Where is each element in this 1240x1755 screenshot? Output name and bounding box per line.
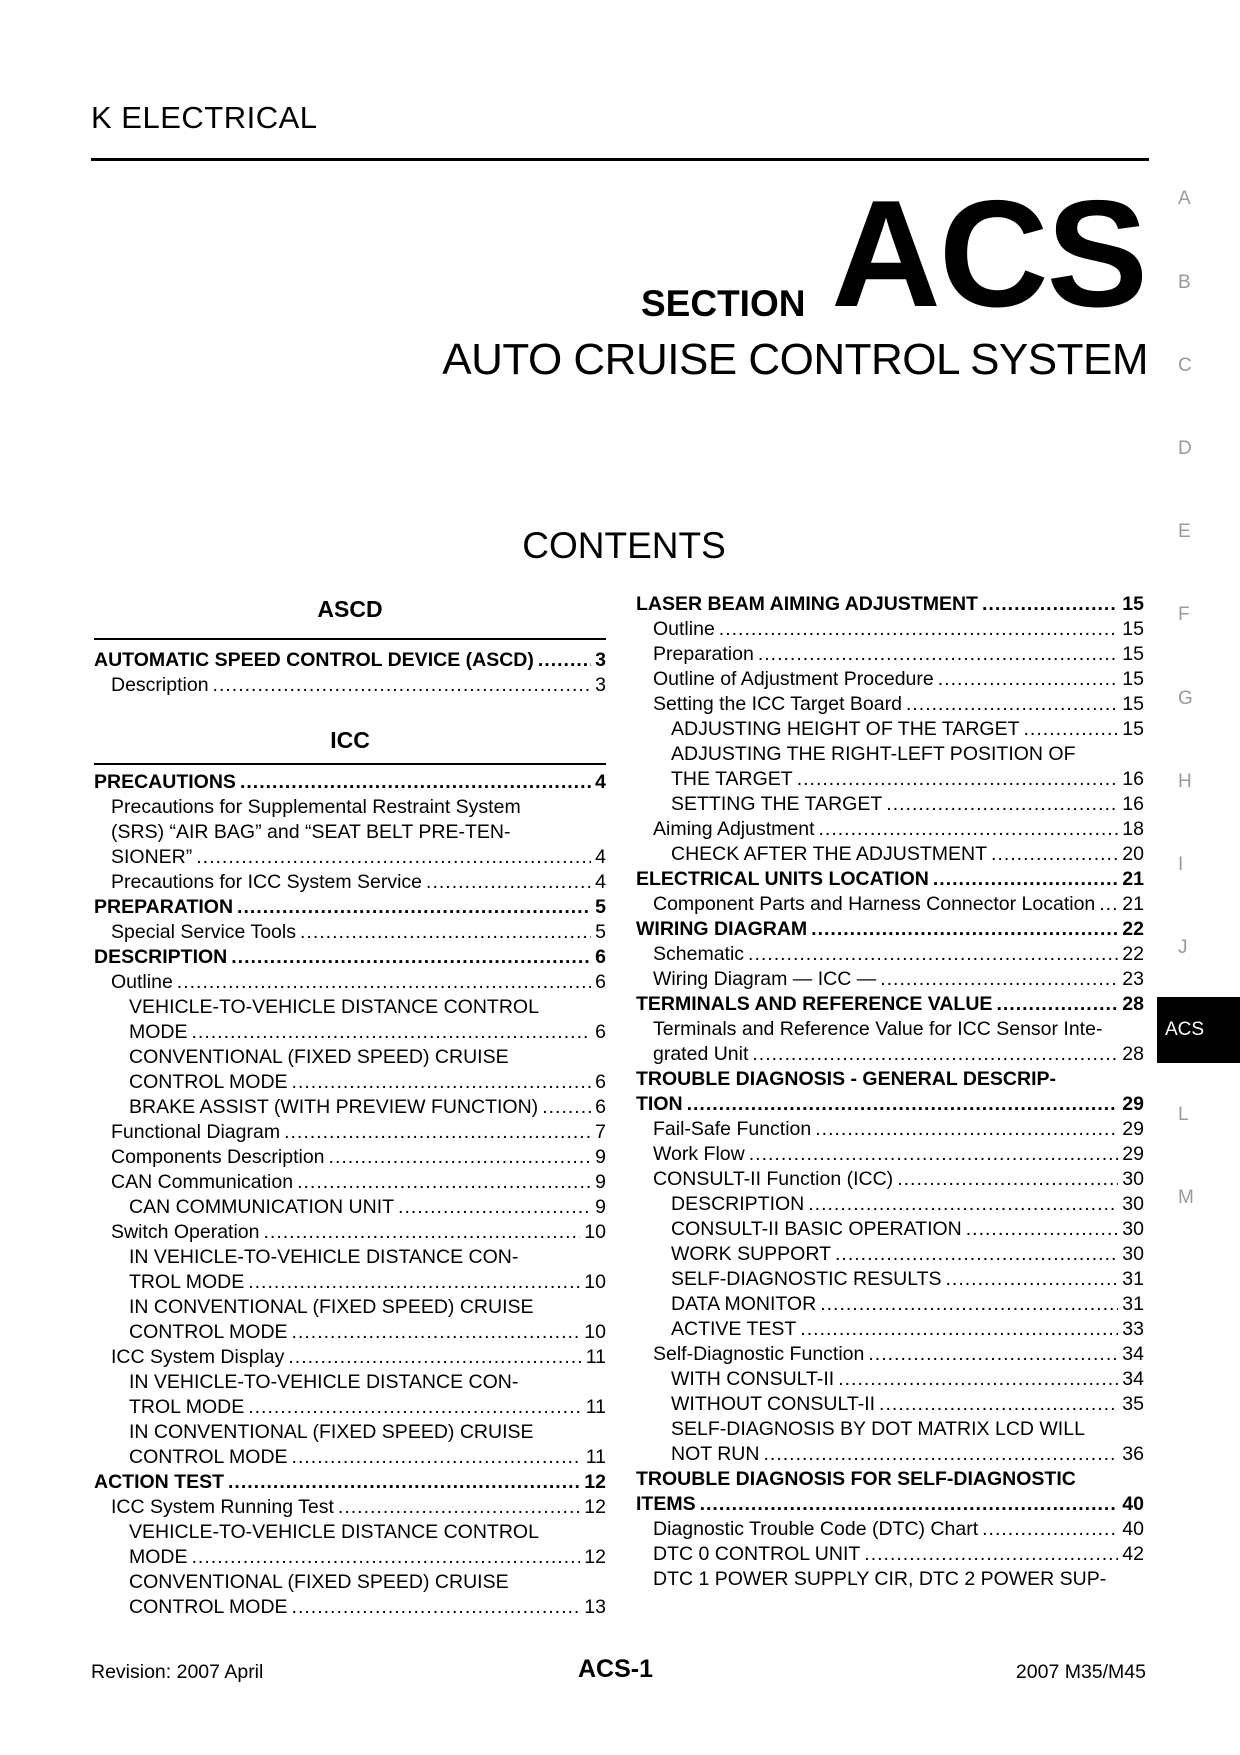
toc-entry[interactable] [671, 1392, 1144, 1417]
toc-entry[interactable] [653, 1042, 1144, 1067]
toc-entry-title: IN CONVENTIONAL (FIXED SPEED) CRUISE [129, 1421, 534, 1443]
toc-entry-title: PREPARATION [94, 896, 234, 918]
toc-entry[interactable] [129, 1370, 606, 1395]
toc-leader-dots [897, 1167, 1118, 1192]
toc-leader-dots [288, 1345, 581, 1370]
toc-entry[interactable] [129, 1570, 606, 1595]
toc-leader-dots [758, 642, 1118, 667]
contents-heading: CONTENTS [522, 525, 726, 566]
toc-entry-page: 22 [1122, 918, 1144, 940]
toc-entry-page: 28 [1122, 993, 1144, 1015]
toc-leader-dots [933, 867, 1118, 892]
toc-entry-page: 20 [1122, 843, 1144, 865]
toc-leader-dots [835, 1242, 1118, 1267]
toc-entry-page: 21 [1122, 893, 1144, 915]
toc-entry-page: 42 [1122, 1543, 1144, 1565]
toc-entry-page: 15 [1122, 643, 1144, 665]
toc-entry-page: 30 [1122, 1168, 1144, 1190]
toc-leader-dots [864, 1542, 1118, 1567]
toc-leader-dots [880, 967, 1118, 992]
toc-entry[interactable] [129, 1545, 606, 1570]
toc-entry-page: 31 [1122, 1293, 1144, 1315]
toc-entry-title: Component Parts and Harness Connector Location [653, 893, 1096, 915]
toc-entry-title: WITHOUT CONSULT-II [671, 1393, 876, 1415]
group-heading-icc: ICC [330, 727, 370, 753]
toc-entry-page: 40 [1122, 1518, 1144, 1540]
side-tab-d[interactable]: D [1178, 438, 1192, 459]
toc-entry-page: 10 [584, 1321, 606, 1343]
toc-entry[interactable] [653, 667, 1144, 692]
toc-entry[interactable] [129, 1420, 606, 1445]
toc-leader-dots [752, 1042, 1118, 1067]
toc-leader-dots [213, 673, 592, 698]
toc-entry[interactable] [129, 1070, 606, 1095]
toc-entry[interactable] [671, 1317, 1144, 1342]
toc-entry-title: DTC 0 CONTROL UNIT [653, 1543, 861, 1565]
toc-entry-title: Precautions for ICC System Service [111, 871, 423, 893]
toc-leader-dots [819, 817, 1119, 842]
toc-entry-title: NOT RUN [671, 1443, 760, 1465]
toc-entry[interactable] [653, 1342, 1144, 1367]
toc-entry[interactable] [111, 673, 606, 698]
toc-entry-title: VEHICLE-TO-VEHICLE DISTANCE CONTROL [129, 1521, 539, 1543]
toc-entry-title: SELF-DIAGNOSIS BY DOT MATRIX LCD WILL [671, 1418, 1085, 1440]
toc-entry-page: 34 [1122, 1368, 1144, 1390]
toc-entry[interactable] [653, 1017, 1144, 1042]
toc-entry-title: ACTION TEST [94, 1471, 224, 1493]
toc-entry-title: Wiring Diagram — ICC — [653, 968, 877, 990]
toc-leader-dots [748, 942, 1118, 967]
toc-entry-page: 11 [585, 1446, 606, 1468]
toc-entry[interactable] [111, 920, 606, 945]
toc-entry-page: 31 [1122, 1268, 1144, 1290]
toc-entry[interactable] [636, 867, 1144, 892]
toc-entry-title: SELF-DIAGNOSTIC RESULTS [671, 1268, 942, 1290]
side-tab-m[interactable]: M [1178, 1187, 1194, 1208]
toc-entry-title: LASER BEAM AIMING ADJUSTMENT [636, 593, 978, 615]
toc-entry[interactable] [111, 1495, 606, 1520]
toc-entry[interactable] [129, 1320, 606, 1345]
toc-entry[interactable] [94, 1470, 606, 1495]
toc-entry[interactable] [129, 1095, 606, 1120]
section-label: SECTION [641, 283, 806, 324]
toc-leader-dots [196, 845, 591, 870]
toc-entry-page: 6 [595, 1021, 606, 1043]
toc-entry-page: 15 [1122, 593, 1144, 615]
toc-entry-title: Switch Operation [111, 1221, 260, 1243]
toc-entry-page: 16 [1122, 793, 1144, 815]
toc-entry-title: BRAKE ASSIST (WITH PREVIEW FUNCTION) [129, 1096, 539, 1118]
toc-entry[interactable] [129, 1395, 606, 1420]
toc-entry-title: CONTROL MODE [129, 1446, 288, 1468]
toc-leader-dots [906, 692, 1118, 717]
toc-entry-title: Precautions for Supplemental Restraint System [111, 796, 521, 818]
toc-leader-dots [192, 1545, 581, 1570]
toc-entry[interactable] [111, 1145, 606, 1170]
header-divider [91, 158, 1149, 161]
toc-leader-dots [240, 770, 591, 795]
toc-entry[interactable] [111, 845, 606, 870]
toc-entry[interactable] [636, 917, 1144, 942]
toc-entry[interactable] [636, 592, 1144, 617]
toc-leader-dots [946, 1267, 1119, 1292]
group-divider-icc [94, 763, 606, 765]
toc-leader-dots [292, 1320, 581, 1345]
toc-entry-page: 35 [1122, 1393, 1144, 1415]
toc-entry-title: (SRS) “AIR BAG” and “SEAT BELT PRE-TEN- [111, 821, 511, 843]
toc-entry-page: 11 [585, 1396, 606, 1418]
toc-entry[interactable] [111, 970, 606, 995]
toc-leader-dots [996, 992, 1118, 1017]
toc-entry[interactable] [129, 995, 606, 1020]
toc-entry[interactable] [129, 1045, 606, 1070]
toc-entry[interactable] [111, 1220, 606, 1245]
toc-entry-title: Outline of Adjustment Procedure [653, 668, 934, 690]
toc-entry[interactable] [129, 1295, 606, 1320]
toc-leader-dots [426, 870, 591, 895]
toc-leader-dots [292, 1595, 581, 1620]
toc-entry-title: ACTIVE TEST [671, 1318, 797, 1340]
toc-entry[interactable] [671, 1367, 1144, 1392]
toc-leader-dots [820, 1292, 1118, 1317]
toc-entry-page: 30 [1122, 1193, 1144, 1215]
toc-entry[interactable] [653, 817, 1144, 842]
toc-entry-title: DESCRIPTION [671, 1193, 805, 1215]
toc-entry[interactable] [94, 895, 606, 920]
toc-entry[interactable] [94, 770, 606, 795]
toc-entry-page: 15 [1122, 618, 1144, 640]
toc-entry[interactable] [671, 842, 1144, 867]
toc-entry-page: 15 [1122, 668, 1144, 690]
toc-entry[interactable] [671, 792, 1144, 817]
toc-entry-title: CONTROL MODE [129, 1071, 288, 1093]
toc-entry-page: 5 [595, 921, 606, 943]
toc-leader-dots [284, 1120, 591, 1145]
toc-entry[interactable] [671, 767, 1144, 792]
toc-entry-title: TION [636, 1093, 683, 1115]
toc-entry[interactable] [671, 1267, 1144, 1292]
toc-entry[interactable] [671, 742, 1144, 767]
toc-leader-dots [982, 592, 1118, 617]
toc-leader-dots [808, 1192, 1118, 1217]
toc-entry-title: Terminals and Reference Value for ICC Sensor Inte- [653, 1018, 1103, 1040]
toc-entry-title: IN VEHICLE-TO-VEHICLE DISTANCE CON- [129, 1371, 519, 1393]
toc-leader-dots [329, 1145, 592, 1170]
toc-entry[interactable] [129, 1195, 606, 1220]
toc-leader-dots [297, 1170, 591, 1195]
toc-entry-page: 7 [595, 1121, 606, 1143]
toc-entry-title: Description [111, 674, 209, 696]
toc-entry-page: 30 [1122, 1218, 1144, 1240]
toc-leader-dots [815, 1117, 1118, 1142]
toc-leader-dots [991, 842, 1118, 867]
toc-entry-title: Aiming Adjustment [653, 818, 815, 840]
toc-entry[interactable] [111, 1120, 606, 1145]
toc-entry[interactable] [653, 1167, 1144, 1192]
toc-leader-dots [938, 667, 1119, 692]
toc-leader-dots [264, 1220, 581, 1245]
toc-entry-title: PRECAUTIONS [94, 771, 236, 793]
toc-entry-title: WORK SUPPORT [671, 1243, 831, 1265]
toc-entry-page: 9 [595, 1196, 606, 1218]
toc-entry-page: 34 [1122, 1343, 1144, 1365]
toc-entry[interactable] [653, 892, 1144, 917]
toc-entry-title: ICC System Display [111, 1346, 285, 1368]
side-tab-a[interactable]: A [1178, 188, 1191, 209]
section-code: ACS [831, 169, 1146, 339]
toc-entry-page: 12 [584, 1471, 606, 1493]
toc-entry-page: 33 [1122, 1318, 1144, 1340]
toc-entry[interactable] [653, 967, 1144, 992]
toc-entry[interactable] [671, 1217, 1144, 1242]
toc-leader-dots [811, 917, 1118, 942]
toc-leader-dots [398, 1195, 591, 1220]
toc-leader-dots [749, 1142, 1119, 1167]
toc-entry-title: Outline [111, 971, 173, 993]
toc-entry-title: WITH CONSULT-II [671, 1368, 835, 1390]
toc-entry[interactable] [671, 1292, 1144, 1317]
toc-leader-dots [797, 767, 1119, 792]
toc-entry[interactable] [653, 1117, 1144, 1142]
toc-entry-page: 36 [1122, 1443, 1144, 1465]
toc-entry[interactable] [653, 942, 1144, 967]
toc-entry-page: 18 [1122, 818, 1144, 840]
toc-leader-dots [248, 1270, 580, 1295]
toc-entry[interactable] [636, 992, 1144, 1017]
toc-entry-page: 9 [595, 1146, 606, 1168]
toc-entry-page: 10 [584, 1221, 606, 1243]
toc-entry[interactable] [636, 1092, 1144, 1117]
toc-entry-page: 6 [595, 946, 606, 968]
toc-entry-title: Fail-Safe Function [653, 1118, 812, 1140]
toc-entry[interactable] [653, 1567, 1144, 1592]
toc-leader-dots [719, 617, 1119, 642]
toc-entry-title: Outline [653, 618, 715, 640]
toc-entry-title: CONTROL MODE [129, 1321, 288, 1343]
toc-leader-dots [300, 920, 591, 945]
toc-entry-page: 6 [595, 1096, 606, 1118]
toc-leader-dots [966, 1217, 1119, 1242]
toc-leader-dots [868, 1342, 1118, 1367]
toc-entry-title: DESCRIPTION [94, 946, 228, 968]
toc-entry[interactable] [129, 1245, 606, 1270]
toc-entry[interactable] [653, 1517, 1144, 1542]
toc-leader-dots [538, 648, 591, 673]
toc-leader-dots [177, 970, 591, 995]
toc-entry-title: CONVENTIONAL (FIXED SPEED) CRUISE [129, 1571, 509, 1593]
toc-entry[interactable] [671, 1417, 1144, 1442]
toc-entry-title: CONTROL MODE [129, 1596, 288, 1618]
toc-entry-page: 29 [1122, 1118, 1144, 1140]
side-tab-h[interactable]: H [1178, 771, 1192, 792]
toc-entry-title: Work Flow [653, 1143, 745, 1165]
revision-date: Revision: 2007 April [91, 1661, 264, 1683]
toc-entry-page: 13 [584, 1596, 606, 1618]
toc-entry-page: 4 [595, 771, 606, 793]
toc-entry-title: Special Service Tools [111, 921, 296, 943]
toc-entry[interactable] [129, 1595, 606, 1620]
toc-entry-page: 4 [595, 871, 606, 893]
toc-entry-page: 15 [1122, 693, 1144, 715]
toc-entry[interactable] [129, 1520, 606, 1545]
toc-leader-dots [237, 895, 591, 920]
page-number: ACS-1 [578, 1655, 654, 1683]
toc-entry[interactable] [111, 1345, 606, 1370]
toc-entry-title: ITEMS [636, 1493, 696, 1515]
toc-entry-page: 29 [1122, 1143, 1144, 1165]
toc-entry-title: CAN Communication [111, 1171, 294, 1193]
toc-entry[interactable] [653, 642, 1144, 667]
side-tab-i[interactable]: I [1178, 854, 1184, 875]
toc-leader-dots [192, 1020, 592, 1045]
toc-leader-dots [228, 1470, 580, 1495]
side-tab-c[interactable]: C [1178, 355, 1192, 376]
toc-entry-title: DTC 1 POWER SUPPLY CIR, DTC 2 POWER SUP- [653, 1568, 1107, 1590]
toc-entry-title: Components Description [111, 1146, 325, 1168]
toc-leader-dots [231, 945, 591, 970]
toc-entry-page: 29 [1122, 1093, 1144, 1115]
toc-entry-title: VEHICLE-TO-VEHICLE DISTANCE CONTROL [129, 996, 539, 1018]
toc-entry[interactable] [129, 1020, 606, 1045]
toc-entry-page: 4 [595, 846, 606, 868]
toc-entry[interactable] [111, 870, 606, 895]
toc-leader-dots [763, 1442, 1118, 1467]
toc-entry-title: ADJUSTING HEIGHT OF THE TARGET [671, 718, 1020, 740]
toc-entry[interactable] [671, 717, 1144, 742]
toc-entry-page: 12 [584, 1546, 606, 1568]
toc-entry-page: 6 [595, 971, 606, 993]
toc-entry[interactable] [111, 820, 606, 845]
toc-entry-page: 5 [595, 896, 606, 918]
toc-entry[interactable] [94, 945, 606, 970]
group-heading-ascd: ASCD [317, 596, 383, 622]
toc-entry-title: Setting the ICC Target Board [653, 693, 902, 715]
toc-entry-page: 3 [595, 649, 606, 671]
toc-entry-page: 3 [595, 674, 606, 696]
toc-entry[interactable] [129, 1445, 606, 1470]
toc-entry-title: IN VEHICLE-TO-VEHICLE DISTANCE CON- [129, 1246, 519, 1268]
toc-leader-dots [338, 1495, 580, 1520]
toc-leader-dots [292, 1445, 582, 1470]
toc-entry-page: 11 [585, 1346, 606, 1368]
toc-entry-title: grated Unit [653, 1043, 749, 1065]
toc-entry-page: 40 [1122, 1493, 1144, 1515]
side-tab-e[interactable]: E [1178, 521, 1191, 542]
toc-leader-dots [982, 1517, 1118, 1542]
model-label: 2007 M35/M45 [1015, 1661, 1146, 1683]
toc-leader-dots [248, 1395, 582, 1420]
toc-entry-title: CHECK AFTER THE ADJUSTMENT [671, 843, 988, 865]
toc-leader-dots [292, 1070, 592, 1095]
toc-entry[interactable] [671, 1192, 1144, 1217]
side-tab-b[interactable]: B [1178, 272, 1191, 293]
toc-leader-dots [838, 1367, 1118, 1392]
toc-entry-page: 21 [1122, 868, 1144, 890]
toc-leader-dots [879, 1392, 1118, 1417]
side-tab-f[interactable]: F [1178, 604, 1190, 625]
toc-entry[interactable] [111, 1170, 606, 1195]
toc-entry-page: 15 [1122, 718, 1144, 740]
toc-entry-title: CONSULT-II BASIC OPERATION [671, 1218, 962, 1240]
toc-entry-page: 30 [1122, 1243, 1144, 1265]
toc-entry-title: CAN COMMUNICATION UNIT [129, 1196, 395, 1218]
toc-entry-title: SETTING THE TARGET [671, 793, 883, 815]
toc-entry-page: 16 [1122, 768, 1144, 790]
section-title: AUTO CRUISE CONTROL SYSTEM [442, 335, 1148, 384]
side-tab-g[interactable]: G [1178, 688, 1193, 709]
toc-entry-title: WIRING DIAGRAM [636, 918, 808, 940]
toc-entry-page: 23 [1122, 968, 1144, 990]
toc-entry-title: ADJUSTING THE RIGHT-LEFT POSITION OF [671, 743, 1076, 765]
toc-entry[interactable] [129, 1270, 606, 1295]
toc-entry-page: 12 [584, 1496, 606, 1518]
toc-entry[interactable] [94, 648, 606, 673]
toc-entry-page: 28 [1122, 1043, 1144, 1065]
toc-entry-title: AUTOMATIC SPEED CONTROL DEVICE (ASCD) [94, 649, 534, 671]
toc-entry-title: THE TARGET [671, 768, 793, 790]
toc-entry-title: Preparation [653, 643, 754, 665]
toc-entry-page: 9 [595, 1171, 606, 1193]
toc-entry-title: Schematic [653, 943, 745, 965]
side-tab-acs[interactable]: ACS [1157, 997, 1240, 1063]
toc-entry-title: Functional Diagram [111, 1121, 281, 1143]
toc-leader-dots [700, 1492, 1119, 1517]
toc-entry-title: ICC System Running Test [111, 1496, 334, 1518]
toc-entry-title: Diagnostic Trouble Code (DTC) Chart [653, 1518, 979, 1540]
toc-entry-title: TERMINALS AND REFERENCE VALUE [636, 993, 993, 1015]
side-tab-l[interactable]: L [1178, 1104, 1189, 1125]
toc-entry-page: 22 [1122, 943, 1144, 965]
toc-entry-title: TROUBLE DIAGNOSIS - GENERAL DESCRIP- [636, 1068, 1057, 1090]
toc-entry-title: IN CONVENTIONAL (FIXED SPEED) CRUISE [129, 1296, 534, 1318]
toc-entry-title: TROL MODE [129, 1396, 245, 1418]
toc-entry[interactable] [111, 795, 606, 820]
toc-entry-title: TROUBLE DIAGNOSIS FOR SELF-DIAGNOSTIC [636, 1468, 1076, 1490]
toc-entry-page: 6 [595, 1071, 606, 1093]
toc-entry[interactable] [636, 1492, 1144, 1517]
toc-leader-dots [687, 1092, 1119, 1117]
toc-entry[interactable] [636, 1467, 1144, 1492]
group-divider-ascd [94, 638, 606, 640]
toc-entry-title: MODE [129, 1546, 188, 1568]
toc-entry-title: SIONER” [111, 846, 193, 868]
toc-entry[interactable] [653, 617, 1144, 642]
toc-entry-page: 10 [584, 1271, 606, 1293]
toc-entry[interactable] [653, 1542, 1144, 1567]
toc-entry-title: TROL MODE [129, 1271, 245, 1293]
toc-leader-dots [542, 1095, 591, 1120]
toc-entry[interactable] [671, 1242, 1144, 1267]
toc-leader-dots [1024, 717, 1119, 742]
toc-entry-title: CONSULT-II Function (ICC) [653, 1168, 894, 1190]
side-tab-j[interactable]: J [1178, 937, 1188, 958]
toc-leader-dots [1099, 892, 1118, 917]
toc-leader-dots [800, 1317, 1118, 1342]
toc-entry-title: Self-Diagnostic Function [653, 1343, 865, 1365]
toc-entry-title: MODE [129, 1021, 188, 1043]
category-title: K ELECTRICAL [91, 100, 318, 135]
toc-entry-title: ELECTRICAL UNITS LOCATION [636, 868, 929, 890]
toc-entry[interactable] [636, 1067, 1144, 1092]
toc-entry[interactable] [671, 1442, 1144, 1467]
toc-leader-dots [886, 792, 1118, 817]
toc-entry[interactable] [653, 692, 1144, 717]
toc-entry[interactable] [653, 1142, 1144, 1167]
toc-entry-title: CONVENTIONAL (FIXED SPEED) CRUISE [129, 1046, 509, 1068]
toc-entry-title: DATA MONITOR [671, 1293, 817, 1315]
